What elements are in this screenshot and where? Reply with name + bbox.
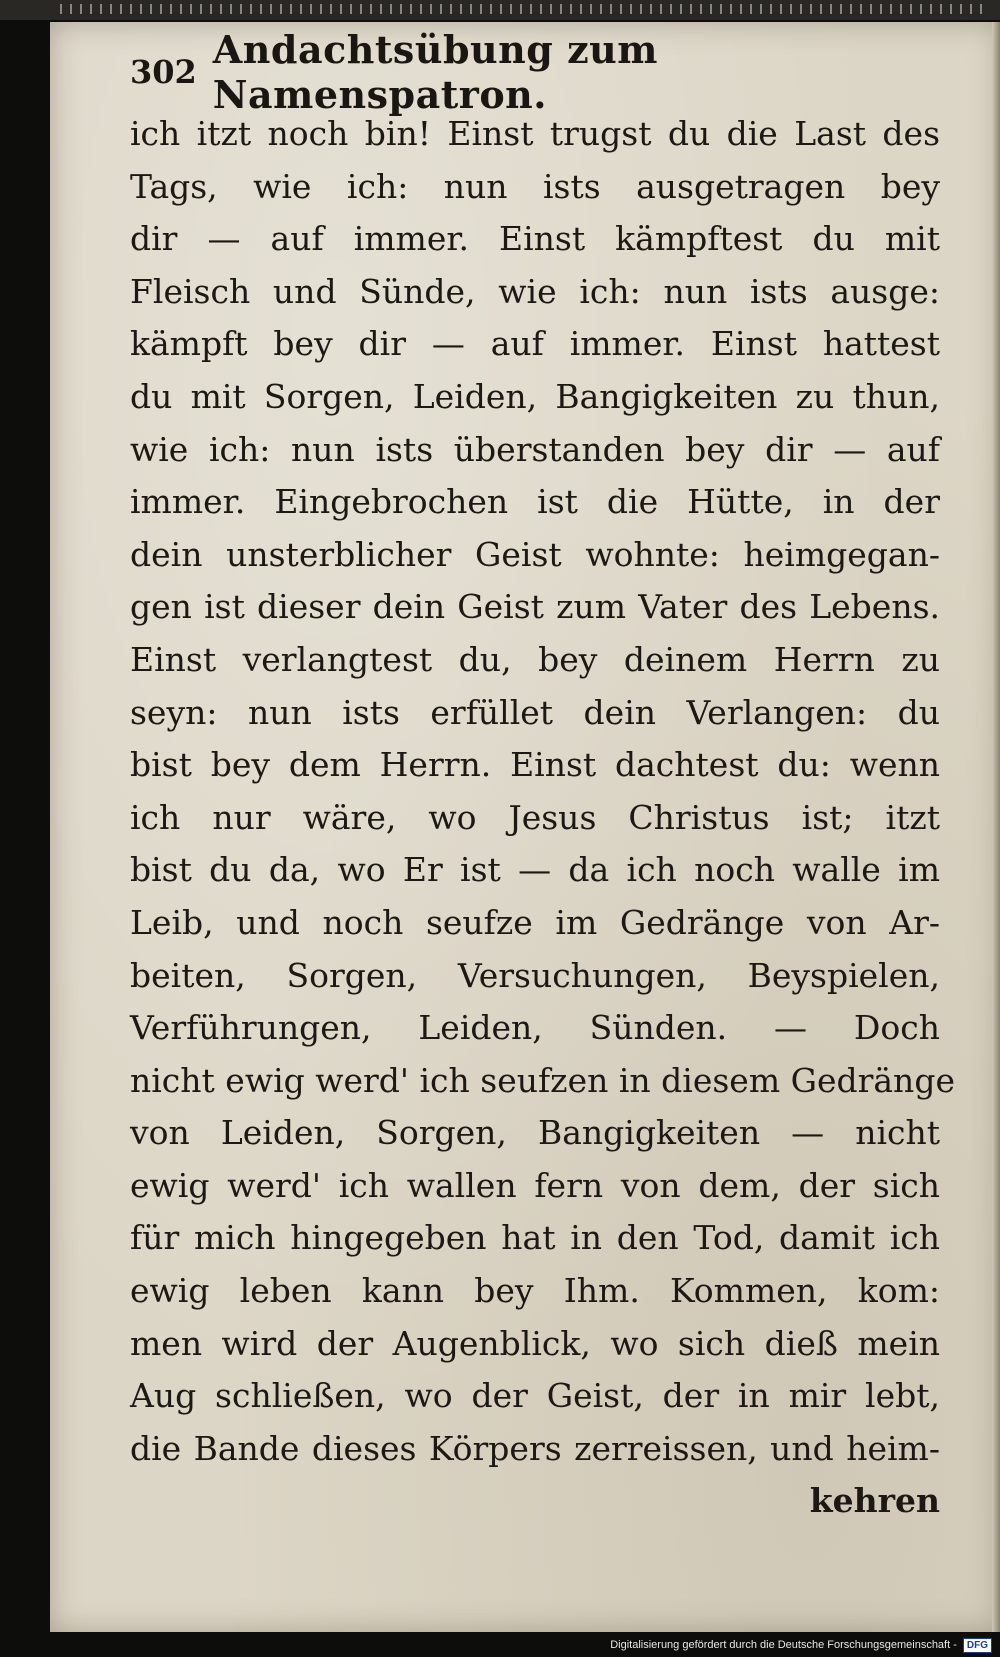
text-line: dir — auf immer. Einst kämpftest du mit [130,219,940,259]
text-line: Einst verlangtest du, bey deinem Herrn zu [130,639,940,679]
text-line: Aug schließen, wo der Geist, der in mir lebt, [130,1376,940,1416]
running-title: Andachtsübung zum Namenspatron. [212,27,658,117]
text-line: kämpft bey dir — auf immer. Einst hattest [130,324,940,364]
digitization-footer [0,1633,1000,1657]
text-line: immer. Eingebrochen ist die Hütte, in der [130,482,940,522]
text-line: ewig werd' ich wallen fern von dem, der sich [130,1165,940,1205]
scan-top-edge [0,0,1000,20]
page-edge-shadow [992,22,1000,1632]
text-line: ich itzt noch bin! Einst trugst du die Last des [130,114,940,153]
text-line: Leib, und noch seufze im Gedränge von Ar- [130,902,940,942]
text-line: von Leiden, Sorgen, Bangigkeiten — nicht [130,1113,940,1153]
text-line: nicht ewig werd' ich seufzen in diesem Gedränge [130,1060,955,1100]
text-line: ewig leben kann bey Ihm. Kommen, kom: [130,1271,940,1311]
text-line: dein unsterblicher Geist wohnte: heimgegan- [130,534,940,574]
text-line: beiten, Sorgen, Versuchungen, Beyspielen, [130,955,940,995]
page-number: 302 [130,53,197,91]
text-line: Fleisch und Sünde, wie ich: nun ists ausge: [130,271,940,311]
funding-credit: Digitalisierung gefördert durch die Deutsche Forschungsgemeinschaft - [610,1639,957,1651]
body-text [130,108,955,1528]
text-line: Tags, wie ich: nun ists ausgetragen bey [130,166,940,206]
text-line: men wird der Augenblick, wo sich dieß mein [130,1323,940,1363]
text-line: die Bande dieses Körpers zerreissen, und heim- [130,1428,940,1468]
text-line: für mich hingegeben hat in den Tod, damit ich [130,1218,940,1258]
text-line: wie ich: nun ists überstanden bey dir — auf [130,429,940,469]
catchword: kehren [809,1481,940,1521]
text-line: bist du da, wo Er ist — da ich noch walle im [130,850,940,890]
text-line: du mit Sorgen, Leiden, Bangigkeiten zu thun, [130,376,940,416]
scan-ruler [60,4,990,14]
text-line: ich nur wäre, wo Jesus Christus ist; itzt [130,797,940,837]
page-header [130,27,940,117]
text-line: seyn: nun ists erfüllet dein Verlangen: du [130,692,940,732]
dfg-logo: DFG [963,1638,992,1653]
text-line: bist bey dem Herrn. Einst dachtest du: wenn [130,745,940,785]
text-line: gen ist dieser dein Geist zum Vater des Lebens. [130,587,940,627]
text-line: Verführungen, Leiden, Sünden. — Doch [130,1008,940,1048]
